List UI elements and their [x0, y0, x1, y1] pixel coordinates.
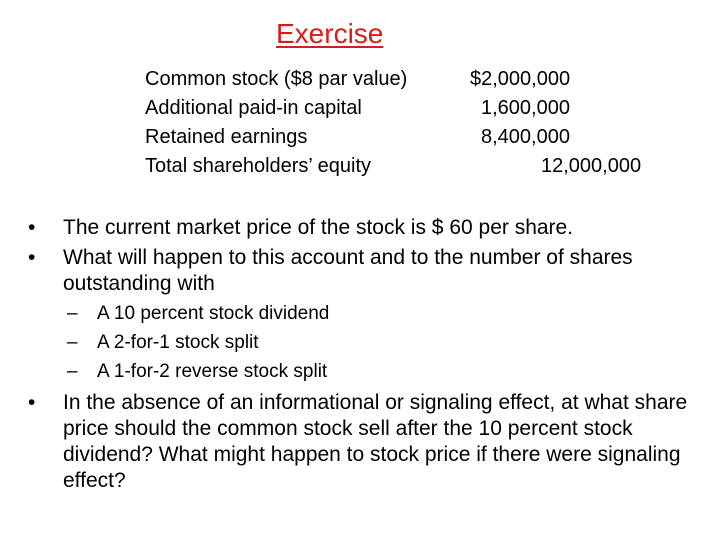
bullet-icon: •	[28, 246, 36, 269]
equity-row-label: Total shareholders’ equity	[145, 155, 372, 177]
sub-bullet-item	[67, 361, 328, 383]
slide-title: Exercise	[276, 18, 384, 49]
bullet-icon: •	[28, 391, 36, 414]
bullet-item	[28, 245, 663, 297]
equity-row-amount: 12,000,000	[541, 155, 642, 177]
sub-bullet-text: A 2-for-1 stock split	[97, 332, 259, 353]
equity-row-amount: $2,000,000	[470, 68, 571, 90]
dash-icon: –	[67, 303, 78, 324]
sub-bullet-item	[67, 303, 330, 325]
bullet-text: What will happen to this account and to the number of shares outstanding with	[63, 246, 633, 295]
equity-row-label: Retained earnings	[145, 126, 308, 148]
equity-row-amount: 1,600,000	[481, 97, 570, 119]
bullet-item	[28, 390, 693, 494]
bullet-icon: •	[28, 216, 36, 239]
equity-row-amount: 8,400,000	[481, 126, 570, 148]
dash-icon: –	[67, 361, 78, 382]
sub-bullet-text: A 1-for-2 reverse stock split	[97, 361, 328, 382]
bullet-item	[28, 215, 683, 241]
bullet-text: The current market price of the stock is $ 60 per share.	[63, 216, 574, 239]
bullet-text: In the absence of an informational or signaling effect, at what share price should the common stock sell after the 10 percent stock dividend? What might happen to stock price if there were signaling effect?	[63, 391, 688, 492]
equity-row-label: Common stock ($8 par value)	[145, 68, 408, 90]
equity-row-label: Additional paid-in capital	[145, 97, 362, 119]
sub-bullet-item	[67, 332, 259, 354]
sub-bullet-text: A 10 percent stock dividend	[97, 303, 330, 324]
dash-icon: –	[67, 332, 78, 353]
